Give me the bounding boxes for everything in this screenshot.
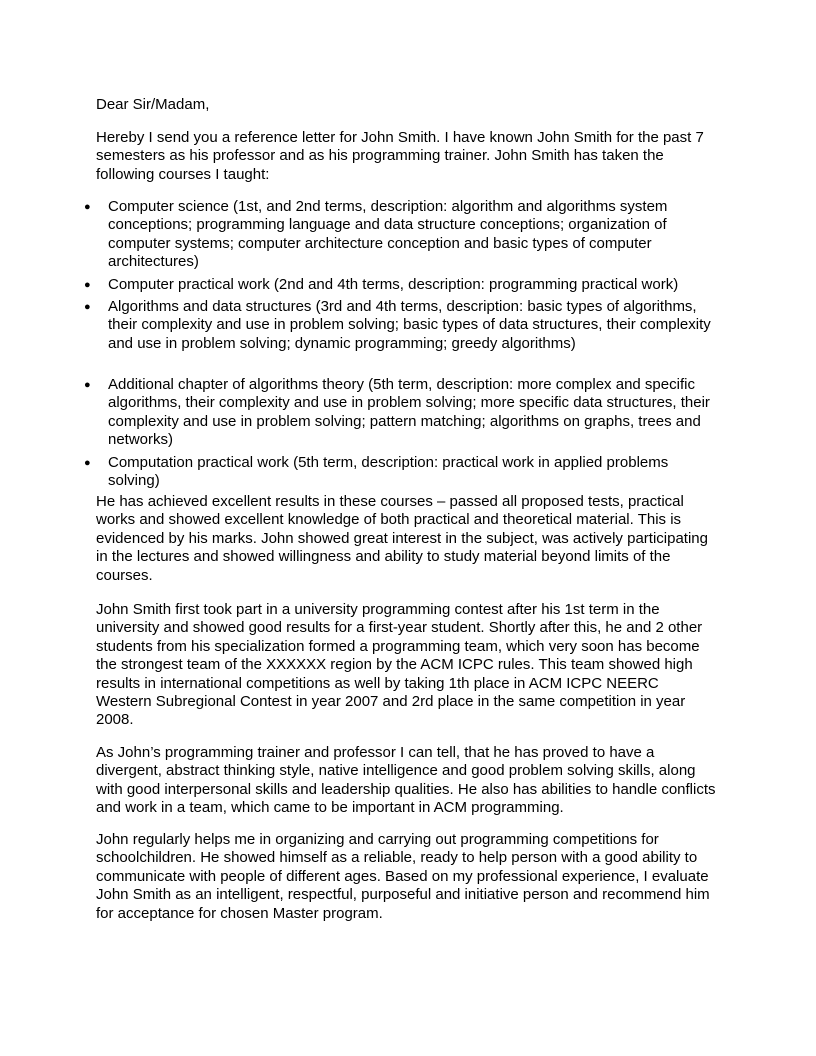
bullet-icon: ● (84, 301, 91, 313)
salutation: Dear Sir/Madam, (96, 96, 210, 113)
course-text: Additional chapter of algorithms theory (5th term, description: more complex and specific algorithms, their complexity and use in problem solving; more specific data structures, their complexity and use in problem solving; pattern matching; algorithms on graphs, trees and networks) (108, 376, 710, 449)
contest-paragraph: John Smith first took part in a university programming contest after his 1st term in the university and showed good results for a first-year student. Shortly after this, he and 2 other students from his specialization formed a programming team, which very soon has become the strongest team of the XXXXXX region by the ACM ICPC rules. This team showed high results in international competitions as well by taking 1th place in ACM ICPC NEERC Western Subregional Contest in year 2007 and 2rd place in the same competition in year 2008. (96, 601, 703, 729)
course-item (84, 198, 720, 272)
course-item (84, 276, 720, 294)
course-text: Computation practical work (5th term, description: practical work in applied problems solving) (108, 454, 669, 490)
course-item (84, 298, 720, 353)
closing-paragraph: John regularly helps me in organizing and carrying out programming competitions for schoolchildren. He showed himself as a reliable, ready to help person with a good ability to communicate with people of different ages. Based on my professional experience, I evaluate John Smith as an intelligent, respectful, purposeful and initiative person and recommend him for acceptance for chosen Master program. (96, 831, 710, 922)
course-text: Computer science (1st, and 2nd terms, description: algorithm and algorithms system conceptions; programming language and data structure conceptions; organization of computer systems; computer architecture conception and basic types of computer architectures) (108, 198, 668, 271)
trainer-paragraph: As John’s programming trainer and professor I can tell, that he has proved to have a divergent, abstract thinking style, native intelligence and good problem solving skills, along with good interpersonal skills and leadership qualities. He also has abilities to handle conflicts and work in a team, which came to be important in ACM programming. (96, 744, 716, 817)
bullet-icon: ● (84, 457, 91, 469)
course-item (84, 454, 720, 491)
course-text: Algorithms and data structures (3rd and 4th terms, description: basic types of algorithms, their complexity and use in problem solving; basic types of data structures, their complexity and use in problem solving; dynamic programming; greedy algorithms) (108, 298, 711, 352)
bullet-icon: ● (84, 379, 91, 391)
course-text: Computer practical work (2nd and 4th terms, description: programming practical work) (108, 276, 679, 293)
bullet-icon: ● (84, 201, 91, 213)
course-item (84, 376, 720, 450)
intro-paragraph: Hereby I send you a reference letter for John Smith. I have known John Smith for the past 7 semesters as his professor and as his programming trainer. John Smith has taken the following courses I taught: (96, 129, 704, 183)
results-paragraph: He has achieved excellent results in these courses – passed all proposed tests, practical works and showed excellent knowledge of both practical and theoretical material. This is evidenced by his marks. John showed great interest in the subject, was actively participating in the lectures and showed willingness and ability to study material beyond limits of the courses. (96, 493, 708, 584)
bullet-icon: ● (84, 279, 91, 291)
